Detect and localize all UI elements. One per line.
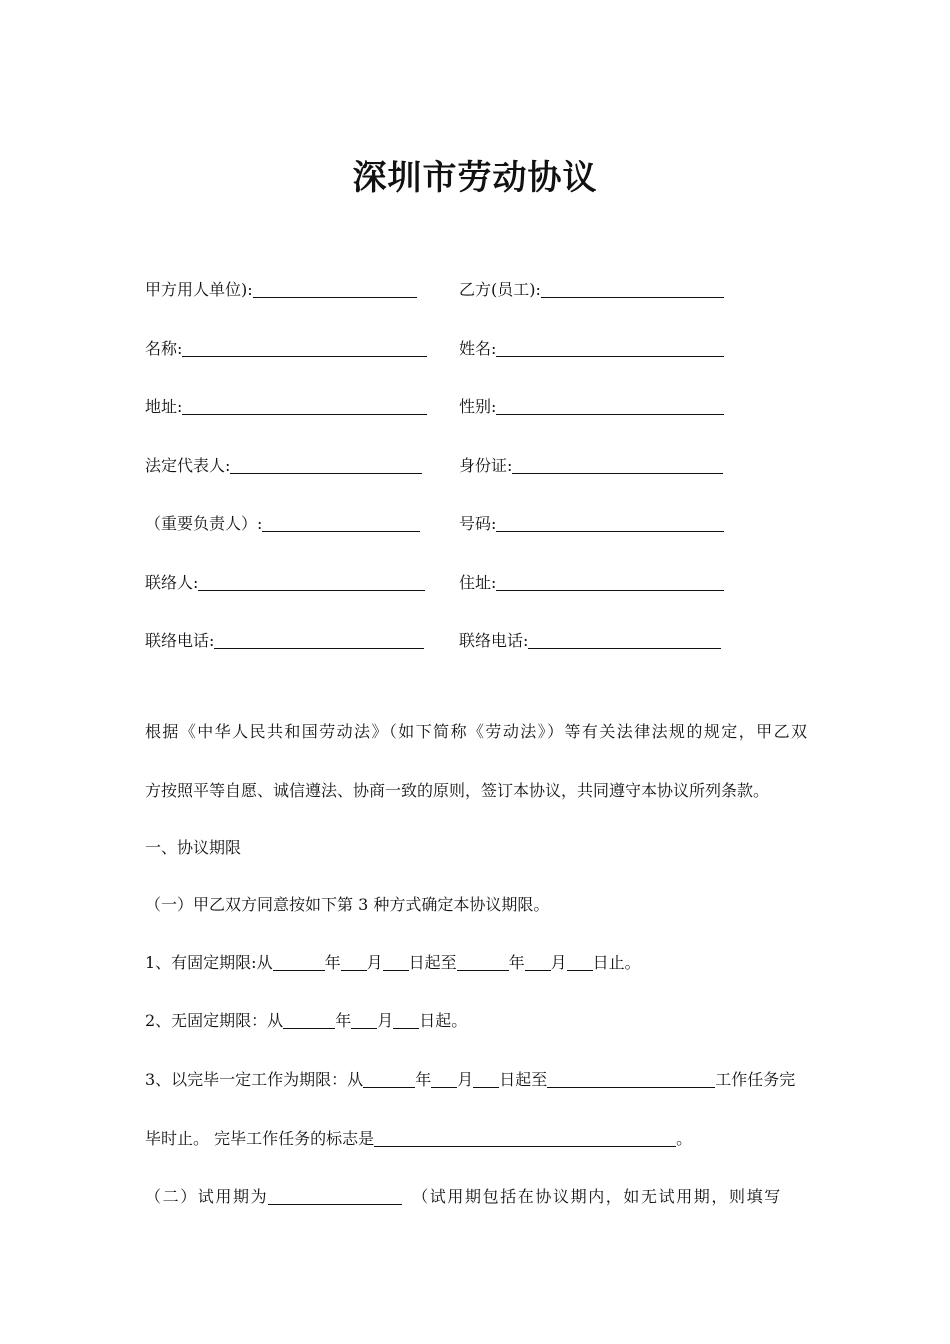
party-a-contact-field bbox=[145, 572, 427, 594]
fill-blank[interactable] bbox=[496, 398, 724, 415]
day-blank[interactable] bbox=[567, 954, 593, 971]
day-blank[interactable] bbox=[393, 1012, 419, 1029]
field-label: 联络电话: bbox=[145, 631, 215, 650]
probation-blank[interactable] bbox=[268, 1188, 402, 1205]
party-a-principal-field bbox=[145, 513, 427, 535]
year-blank[interactable] bbox=[363, 1071, 415, 1088]
party-a-legal-rep-field bbox=[145, 455, 427, 477]
clause-term-intro: （一）甲乙双方同意按如下第 3 种方式确定本协议期限。 bbox=[145, 895, 550, 914]
field-label: 身份证: bbox=[459, 456, 513, 475]
field-label: 地址: bbox=[145, 397, 183, 416]
party-a-unit-field bbox=[145, 279, 427, 301]
fill-blank[interactable] bbox=[528, 632, 721, 649]
field-label: 号码: bbox=[459, 514, 497, 533]
term-option-task: 3、以完毕一定工作为期限：从 年 月 日起至 工作任务完 bbox=[145, 1070, 796, 1089]
probation-clause: （二）试用期为 （试用期包括在协议期内，如无试用期，则填写 bbox=[145, 1187, 782, 1206]
fill-blank[interactable] bbox=[253, 281, 417, 298]
month-blank[interactable] bbox=[341, 954, 367, 971]
intro-line-1: 根据《中华人民共和国劳动法》（如下简称《劳动法》）等有关法律法规的规定，甲乙双 bbox=[145, 722, 807, 741]
party-a-name-field bbox=[145, 338, 427, 360]
fill-blank[interactable] bbox=[496, 574, 724, 591]
party-b-gender-field bbox=[459, 396, 724, 418]
field-label: 名称: bbox=[145, 339, 183, 358]
fill-blank[interactable] bbox=[262, 515, 420, 532]
fill-blank[interactable] bbox=[214, 632, 424, 649]
party-b-name-field bbox=[459, 338, 724, 360]
fill-blank[interactable] bbox=[182, 340, 427, 357]
fill-blank[interactable] bbox=[512, 457, 723, 474]
fill-blank[interactable] bbox=[496, 340, 724, 357]
fill-blank[interactable] bbox=[541, 281, 724, 298]
section-heading-term: 一、协议期限 bbox=[145, 838, 242, 857]
day-blank[interactable] bbox=[383, 954, 409, 971]
term-option-open: 2、无固定期限：从 年 月 日起。 bbox=[145, 1011, 468, 1030]
party-b-address-field bbox=[459, 572, 724, 594]
document-title: 深圳市劳动协议 bbox=[352, 158, 598, 198]
year-blank[interactable] bbox=[457, 954, 509, 971]
year-blank[interactable] bbox=[283, 1012, 335, 1029]
field-label: 甲方用人单位): bbox=[145, 280, 253, 299]
task-blank[interactable] bbox=[547, 1071, 715, 1088]
party-b-id-field bbox=[459, 455, 724, 477]
field-label: 性别: bbox=[459, 397, 497, 416]
field-label: 联络电话: bbox=[459, 631, 529, 650]
year-blank[interactable] bbox=[273, 954, 325, 971]
party-b-employee-field bbox=[459, 279, 724, 301]
field-label: 乙方(员工): bbox=[459, 280, 541, 299]
fill-blank[interactable] bbox=[182, 398, 427, 415]
party-a-phone-field bbox=[145, 630, 427, 652]
field-label: （重要负责人）: bbox=[145, 514, 263, 533]
task-completion-blank[interactable] bbox=[374, 1130, 676, 1147]
field-label: 法定代表人: bbox=[145, 456, 231, 475]
field-label: 住址: bbox=[459, 573, 497, 592]
fill-blank[interactable] bbox=[198, 574, 425, 591]
party-a-address-field bbox=[145, 396, 427, 418]
day-blank[interactable] bbox=[473, 1071, 499, 1088]
month-blank[interactable] bbox=[431, 1071, 457, 1088]
party-b-phone-field bbox=[459, 630, 724, 652]
term-option-fixed: 1、有固定期限:从 年 月 日起至 年 月 日止。 bbox=[145, 953, 641, 972]
term-option-task-cont: 毕时止。 完毕工作任务的标志是 。 bbox=[145, 1129, 693, 1148]
fill-blank[interactable] bbox=[496, 515, 724, 532]
month-blank[interactable] bbox=[351, 1012, 377, 1029]
field-label: 联络人: bbox=[145, 573, 199, 592]
fill-blank[interactable] bbox=[230, 457, 422, 474]
party-b-id-number-field bbox=[459, 513, 724, 535]
intro-line-2: 方按照平等自愿、诚信遵法、协商一致的原则，签订本协议，共同遵守本协议所列条款。 bbox=[145, 781, 770, 800]
month-blank[interactable] bbox=[525, 954, 551, 971]
field-label: 姓名: bbox=[459, 339, 497, 358]
